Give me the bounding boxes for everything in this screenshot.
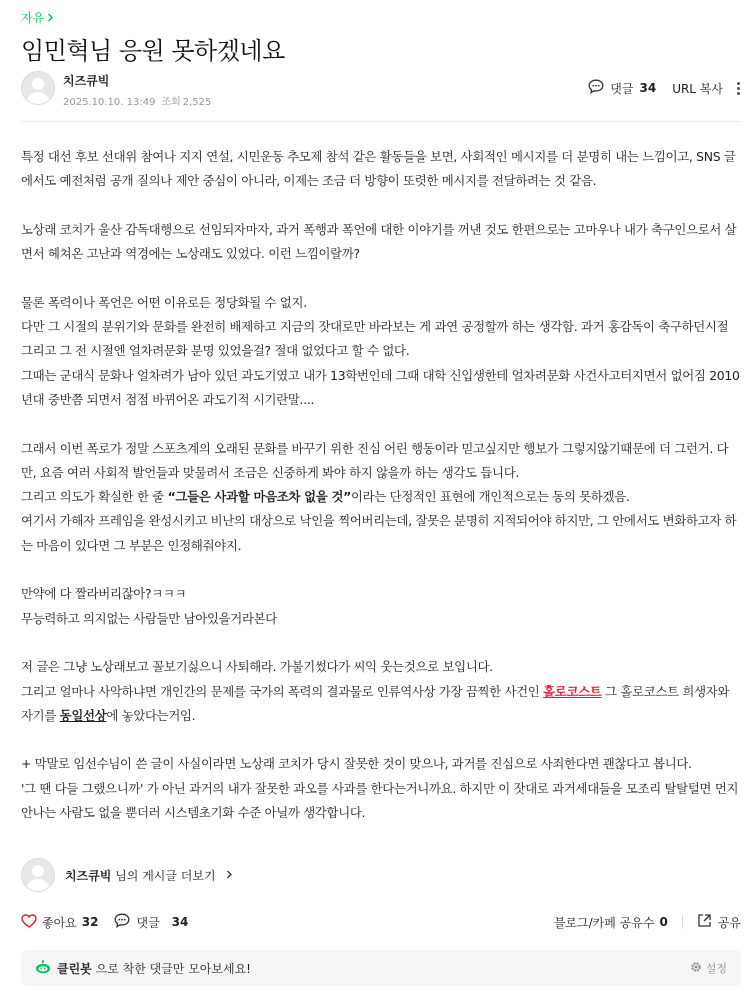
heart-icon	[21, 914, 37, 931]
comment-icon	[588, 79, 604, 97]
article-footer	[21, 912, 741, 932]
share-button[interactable]	[697, 913, 741, 931]
setting-label: 설정	[705, 962, 727, 975]
paragraph	[21, 485, 742, 509]
author-avatar[interactable]	[21, 858, 55, 892]
cleanbot-message: 으로 착한 댓글만 모아보세요!	[95, 961, 251, 976]
paragraph: 무능력하고 의지없는 사람들만 남아있을거라본다	[21, 610, 277, 626]
divider	[682, 915, 683, 929]
comment-icon	[114, 913, 130, 931]
paragraph: 특정 대선 후보 선대위 참여나 지지 연설, 시민운동 추모제 참석 같은 활동들을 보면, 사회적인 메시지를 더 분명히 내는 느낌이고, SNS 글에서도 예전처럼 공개 질의나 제안 중심이 아니라, 이제는 조금 더 방향이 또렷한 메시지를 전달하려는 것 같음.	[21, 149, 736, 189]
author-name: 치즈큐빅	[65, 868, 112, 883]
text-span: 그 홀로코스트 희생자와 자기를	[21, 683, 730, 723]
paragraph: '그 땐 다들 그랬으니까' 가 아닌 과거의 내가 잘못한 과오를 사과를 한다는거니까요. 하지만 이 잣대로 과거세대들을 모조리 탈탈털면 먼지안나는 사람도 없을 뿐더러 시스템초기화 수준 아닐까 생각합니다.	[21, 780, 739, 821]
paragraph: 여기서 가해자 프레임을 완성시키고 비난의 대상으로 낙인을 찍어버리는데, 잘못은 분명히 지적되어야 하지만, 그 안에서도 변화하고자 하는 마음이 있다면 그 부분은 인정해줘야지.	[21, 513, 737, 553]
like-button[interactable]	[21, 914, 98, 931]
cleanbot-setting-button[interactable]	[690, 960, 727, 976]
post-content	[21, 145, 742, 825]
paragraph: 만약에 다 짤라버리잖아?ㅋㅋㅋ	[21, 586, 187, 602]
paragraph: 그래서 이번 폭로가 정말 스포츠계의 오래된 문화를 바꾸기 위한 진심 어린 행동이라 믿고싶지만 행보가 그렇지않기때문에 더 그런거. 다만, 요즘 여러 사회적 발언들과 맞물려서 조금은 신중하게 봐야 하지 않을까 하는 생각도 듭니다.	[21, 440, 729, 480]
text-span: 그리고 얼마나 사악하냐면 개인간의 문제를 국가의 폭력의 결과물로 인류역사상 가장 끔찍한 사건인	[21, 683, 544, 699]
paragraph: 다만 그 시절의 분위기와 문화를 완전히 배제하고 지금의 잣대로만 바라보는 게 과연 공정할까 하는 생각함. 과거 홍감독이 축구하던시절 그리고 그 전 시절엔 얼차려문화 분명 있었을걸? 절대 없었다고 할 수 없다.	[21, 319, 729, 359]
chevron-right-icon	[226, 868, 233, 882]
text-span: 그리고 의도가 확실한 한 줄	[21, 489, 168, 505]
share-label: 공유	[717, 915, 741, 930]
author-more-label: 님의 게시글 더보기	[115, 868, 216, 883]
text-span: 이라는 단정적인 표현에 개인적으로는 동의 못하겠음.	[351, 489, 630, 505]
paragraph: 그때는 군대식 문화나 얼차려가 남아 있던 과도기였고 내가 13학번인데 그때 대학 신입생한테 얼차려문화 사건사고터지면서 없어짐 2010년대 중반쯤 되면서 점점 바뀌어온 과도기적 시기란말....	[21, 367, 740, 407]
share-count: 0	[659, 915, 668, 929]
author-name[interactable]: 치즈큐빅	[63, 74, 110, 88]
text-span: 에 놓았다는거임.	[106, 707, 196, 723]
category-label: 자유	[21, 11, 45, 25]
comment-count: 34	[639, 81, 657, 95]
like-label: 좋아요	[42, 915, 77, 930]
comment-button[interactable]	[114, 913, 188, 931]
comment-button[interactable]	[588, 79, 656, 97]
share-icon	[697, 913, 712, 931]
cleanbot-icon	[35, 960, 51, 977]
cleanbot-name: 클린봇	[57, 961, 92, 976]
page-title: 임민혁님 응원 못하겠네요	[21, 37, 285, 65]
views-label: 조회	[161, 97, 181, 108]
divider	[21, 121, 741, 122]
paragraph: + 막말로 임선수님이 쓴 글이 사실이라면 노상래 코치가 당시 잘못한 것이 맞으나, 과거를 진심으로 사죄한다면 괜찮다고 봅니다.	[21, 756, 692, 772]
gear-icon	[690, 961, 702, 976]
paragraph: 물론 폭력이나 폭언은 어떤 이유로든 정당화될 수 없지.	[21, 294, 307, 310]
author-more-link[interactable]	[21, 858, 233, 892]
bold-quote: “그들은 사과할 마음조차 없을 것”	[167, 489, 352, 505]
paragraph	[21, 680, 742, 729]
more-options-icon[interactable]	[737, 82, 741, 95]
article-tools	[588, 79, 741, 97]
share-count-label: 블로그/카페 공유수	[553, 915, 655, 930]
views-count: 2,525	[182, 97, 212, 108]
paragraph: 저 글은 그냥 노상래보고 꼴보기싫으니 사퇴해라. 가불기썼다가 씨익 웃는것으로 보입니다.	[21, 659, 493, 675]
post-meta	[63, 93, 217, 108]
cleanbot-banner	[21, 950, 741, 986]
comment-label: 댓글	[136, 915, 160, 930]
paragraph: 노상래 코치가 울산 감독대행으로 선임되자마자, 과거 폭행과 폭언에 대한 이야기를 꺼낸 것도 한편으로는 고마우나 내가 축구인으로서 살면서 헤쳐온 고난과 역경에는 노상래도 있었다. 이런 느낌이랄까?	[21, 221, 737, 262]
comment-label: 댓글	[610, 81, 634, 96]
highlight-red-text: 홀로코스트	[543, 683, 602, 699]
category-link[interactable]	[21, 9, 54, 26]
chevron-right-icon	[47, 11, 54, 25]
author-avatar[interactable]	[21, 71, 55, 105]
like-count: 32	[81, 915, 99, 929]
url-copy-button[interactable]: URL 복사	[672, 81, 723, 96]
underlined-text: 동일선상	[59, 707, 107, 723]
post-date: 2025.10.10. 13:49	[63, 97, 156, 108]
comment-count: 34	[171, 915, 189, 929]
